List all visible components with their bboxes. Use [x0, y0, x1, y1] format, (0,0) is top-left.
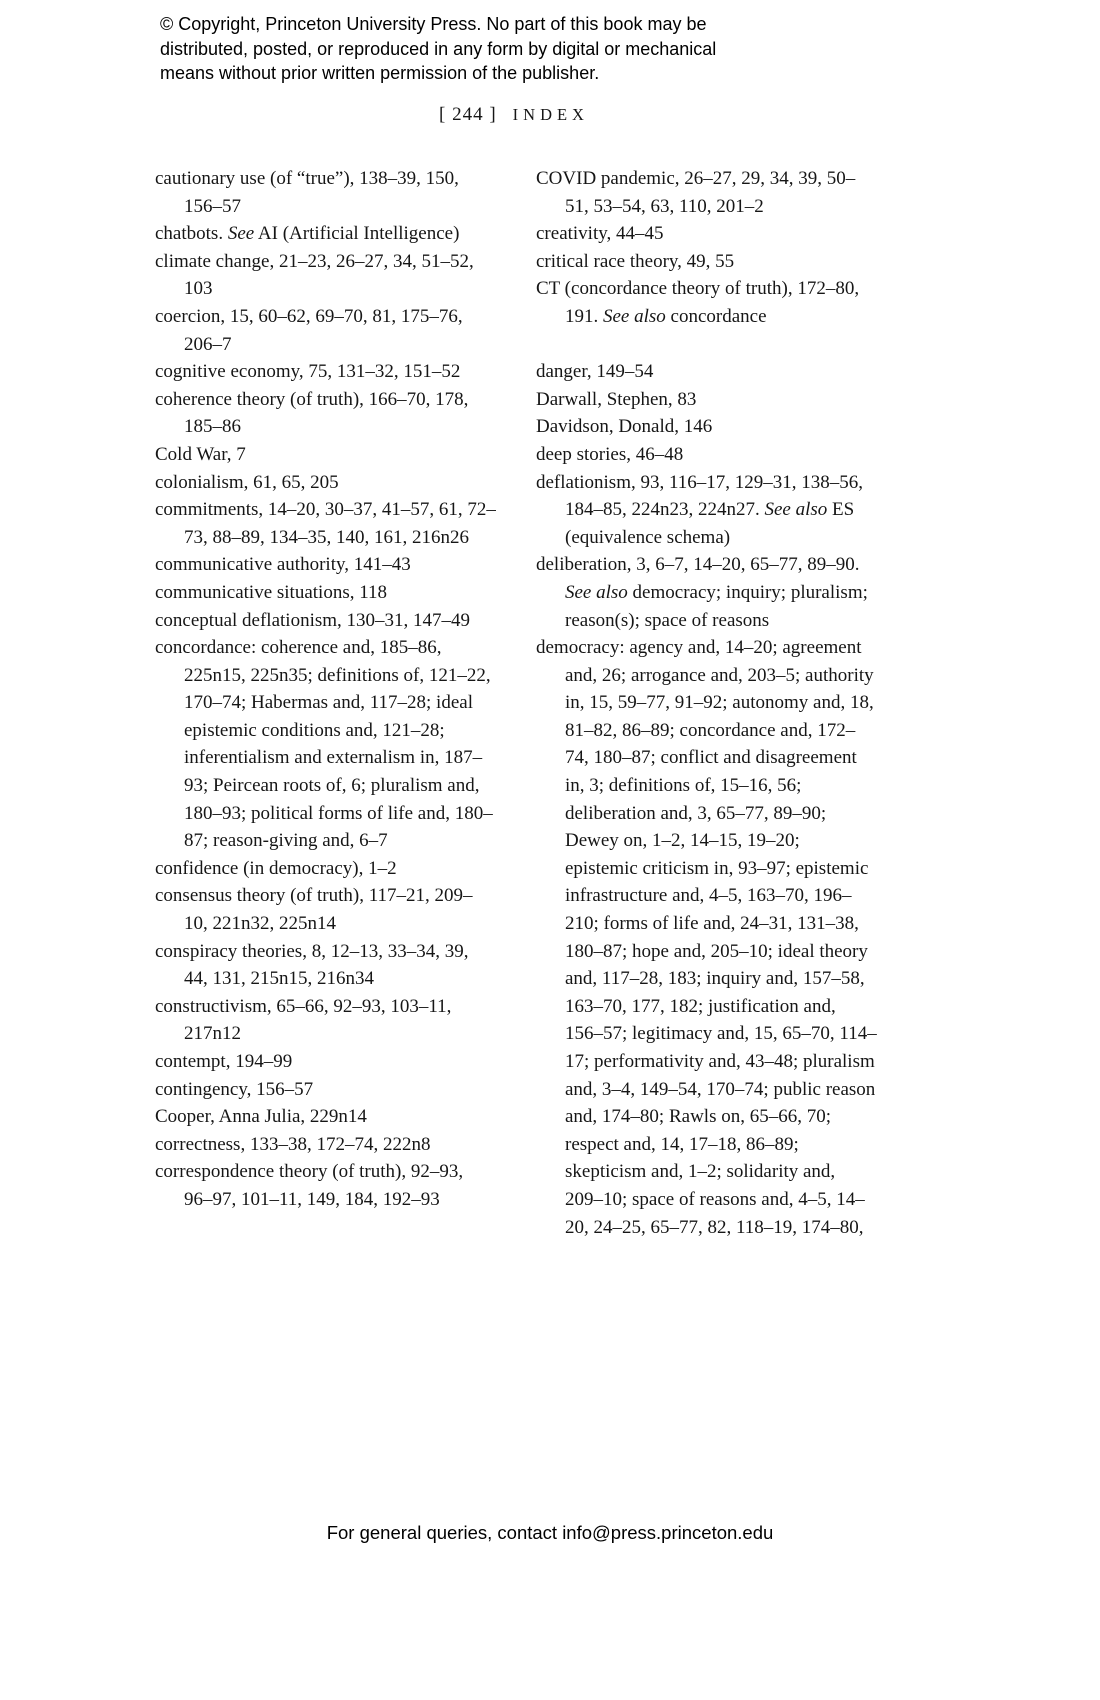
index-entry: COVID pandemic, 26–27, 29, 34, 39, 50–51, 53–54, 63, 110, 201–2 — [536, 168, 856, 217]
index-entry: correctness, 133–38, 172–74, 222n8 — [155, 1133, 431, 1155]
index-entry: contempt, 194–99 — [155, 1051, 293, 1072]
index-entry: cognitive economy, 75, 131–32, 151–52 — [155, 361, 461, 383]
page-header — [155, 104, 873, 126]
index-entry: colonialism, 61, 65, 205 — [155, 471, 339, 493]
index-entry: deliberation, 3, 6–7, 14–20, 65–77, 89–90. See also democracy; inquiry; pluralism; reason(s); space of reasons — [536, 554, 868, 631]
page-number: [ 244 ] — [439, 104, 497, 125]
index-entry: coherence theory (of truth), 166–70, 178, 185–86 — [155, 388, 469, 438]
index-entry: democracy: agency and, 14–20; agreement and, 26; arrogance and, 203–5; authority in, 15, 59–77, 91–92; autonomy and, 18, 81–82, 86–89; concordance and, 172–74, 180–87; conflict and disagreement in, 3; definitions of, 15–16, 56; deliberation and, 3, 65–77, 89–90; Dewey on, 1–2, 14–15, 19–20; epistemic criticism in, 93–97; epistemic infrastructure and, 4–5, 163–70, 196–210; forms of life and, 24–31, 131–38, 180–87; hope and, 205–10; ideal theory and, 117–28, 183; inquiry and, 157–58, 163–70, 177, 182; justification and, 156–57; legitimacy and, 15, 65–70, 114–17; performativity and, 43–48; pluralism and, 3–4, 149–54, 170–74; public reason and, 174–80; Rawls on, 65–66, 70; respect and, 14, 17–18, 86–89; skepticism and, 1–2; solidarity and, 209–10; space of reasons and, 4–5, 14–20, 24–25, 65–77, 82, 118–19, 174–80, — [536, 637, 877, 1238]
index-entry: climate change, 21–23, 26–27, 34, 51–52, 103 — [155, 250, 474, 300]
index-entry: Davidson, Donald, 146 — [536, 416, 713, 438]
index-entry: deep stories, 46–48 — [536, 443, 684, 465]
index-entry: critical race theory, 49, 55 — [536, 250, 735, 272]
copyright-notice — [160, 12, 716, 86]
copyright-notice-line: distributed, posted, or reproduced in any form by digital or mechanical — [160, 38, 717, 59]
index-entry: CT (concordance theory of truth), 172–80, 191. See also concordance — [536, 278, 860, 327]
index-entry: creativity, 44–45 — [536, 223, 664, 245]
index-column-right — [536, 165, 877, 1241]
index-title: INDEX — [512, 105, 589, 124]
index-entry: Darwall, Stephen, 83 — [536, 388, 697, 410]
index-entry: confidence (in democracy), 1–2 — [155, 857, 397, 879]
copyright-notice-line: © Copyright, Princeton University Press. No part of this book may be — [160, 14, 707, 34]
index-entry: Cooper, Anna Julia, 229n14 — [155, 1106, 367, 1128]
index-entry: chatbots. See AI (Artificial Intelligence) — [155, 223, 460, 245]
index-entry: danger, 149–54 — [536, 361, 654, 383]
index-entry: commitments, 14–20, 30–37, 41–57, 61, 72–73, 88–89, 134–35, 140, 161, 216n26 — [155, 499, 496, 548]
index-column-left — [155, 165, 496, 1241]
index-entry: deflationism, 93, 116–17, 129–31, 138–56, 184–85, 224n23, 224n27. See also ES (equivalence schema) — [536, 471, 864, 548]
index-entry: Cold War, 7 — [155, 443, 246, 465]
copyright-notice-line: means without prior written permission of the publisher. — [160, 63, 600, 83]
index-entry: contingency, 156–57 — [155, 1078, 314, 1100]
footer-contact: For general queries, contact info@press.princeton.edu — [326, 1522, 774, 1543]
index-entry: coercion, 15, 60–62, 69–70, 81, 175–76, 206–7 — [155, 305, 463, 355]
index-entry: constructivism, 65–66, 92–93, 103–11, 217n12 — [155, 995, 452, 1045]
index-entry: cautionary use (of “true”), 138–39, 150, 156–57 — [155, 168, 459, 217]
index-entry: correspondence theory (of truth), 92–93, 96–97, 101–11, 149, 184, 192–93 — [155, 1161, 464, 1210]
index-entry: concordance: coherence and, 185–86, 225n15, 225n35; definitions of, 121–22, 170–74; Habermas and, 117–28; ideal epistemic conditions and, 121–28; inferentialism and externalism in, 187–93; Peircean roots of, 6; pluralism and, 180–93; political forms of life and, 180–87; reason-giving and, 6–7 — [155, 637, 493, 852]
index-entry: communicative situations, 118 — [155, 581, 388, 603]
index-entry: consensus theory (of truth), 117–21, 209–10, 221n32, 225n14 — [155, 885, 473, 935]
index-entry: communicative authority, 141–43 — [155, 554, 411, 576]
index-entry: conspiracy theories, 8, 12–13, 33–34, 39, 44, 131, 215n15, 216n34 — [155, 940, 469, 990]
index-entry: conceptual deflationism, 130–31, 147–49 — [155, 609, 471, 631]
index-columns — [155, 165, 877, 1241]
